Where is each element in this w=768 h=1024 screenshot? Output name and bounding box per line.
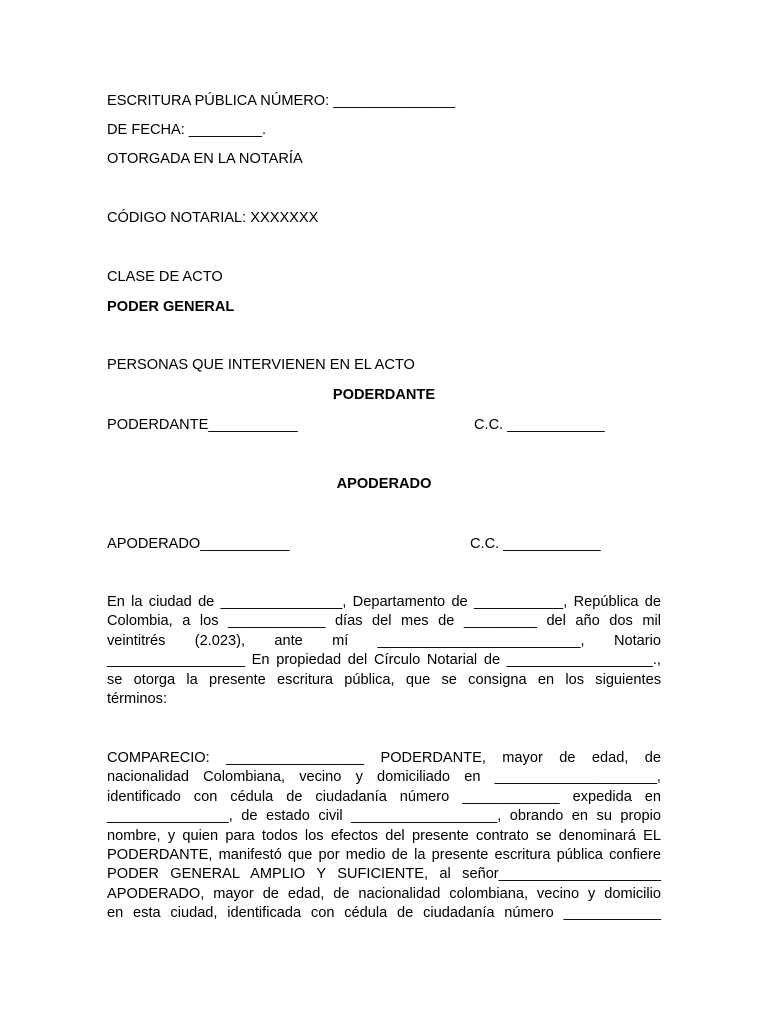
intro-line: Colombia, a los ____________ días del mes de _________ del año dos mil	[107, 613, 661, 630]
comparecio-paragraph	[107, 749, 661, 924]
comparecio-line: PODER GENERAL AMPLIO Y SUFICIENTE, al señor____________________	[107, 866, 661, 883]
personas-intervienen: PERSONAS QUE INTERVIENEN EN EL ACTO	[107, 357, 415, 373]
intro-line: En la ciudad de _______________, Departamento de ___________, República de	[107, 594, 661, 610]
apoderado-cc-field: C.C. ____________	[470, 536, 601, 552]
otorgada-notaria: OTORGADA EN LA NOTARÍA	[107, 151, 303, 167]
poderdante-heading: PODERDANTE	[332, 387, 436, 403]
poderdante-name-field: PODERDANTE___________	[107, 417, 298, 433]
escritura-numero: ESCRITURA PÚBLICA NÚMERO: _______________	[107, 93, 455, 109]
poderdante-cc-field: C.C. ____________	[474, 417, 605, 433]
comparecio-line: _______________, de estado civil __________________, obrando en su propio	[107, 808, 661, 825]
intro-line: _________________ En propiedad del Círculo Notarial de __________________.,	[107, 652, 661, 669]
comparecio-line: COMPARECIO: _________________ PODERDANTE, mayor de edad, de	[107, 750, 661, 766]
comparecio-line: identificado con cédula de ciudadanía número ____________ expedida en	[107, 788, 661, 805]
intro-line: se otorga la presente escritura pública, que se consigna en los siguientes	[107, 671, 661, 688]
comparecio-line: nombre, y quien para todos los efectos del presente contrato se denominará EL	[107, 827, 661, 844]
apoderado-name-field: APODERADO___________	[107, 536, 290, 552]
intro-line: veintitrés (2.023), ante mí _________________________, Notario	[107, 632, 661, 649]
intro-paragraph	[107, 593, 661, 709]
fecha-field: DE FECHA: _________.	[107, 122, 266, 138]
clase-acto-label: CLASE DE ACTO	[107, 269, 223, 285]
clase-acto-value: PODER GENERAL	[107, 299, 235, 315]
apoderado-heading: APODERADO	[336, 476, 432, 492]
intro-line: términos:	[107, 690, 168, 707]
comparecio-line: APODERADO, mayor de edad, de nacionalidad colombiana, vecino y domicilio	[107, 885, 661, 902]
comparecio-line: PODERDANTE, manifestó que por medio de la presente escritura pública confiere	[107, 846, 661, 863]
comparecio-line: en esta ciudad, identificada con cédula de ciudadanía número ____________	[107, 905, 661, 922]
codigo-notarial: CÓDIGO NOTARIAL: XXXXXXX	[107, 210, 319, 226]
comparecio-line: nacionalidad Colombiana, vecino y domiciliado en ____________________,	[107, 769, 661, 786]
